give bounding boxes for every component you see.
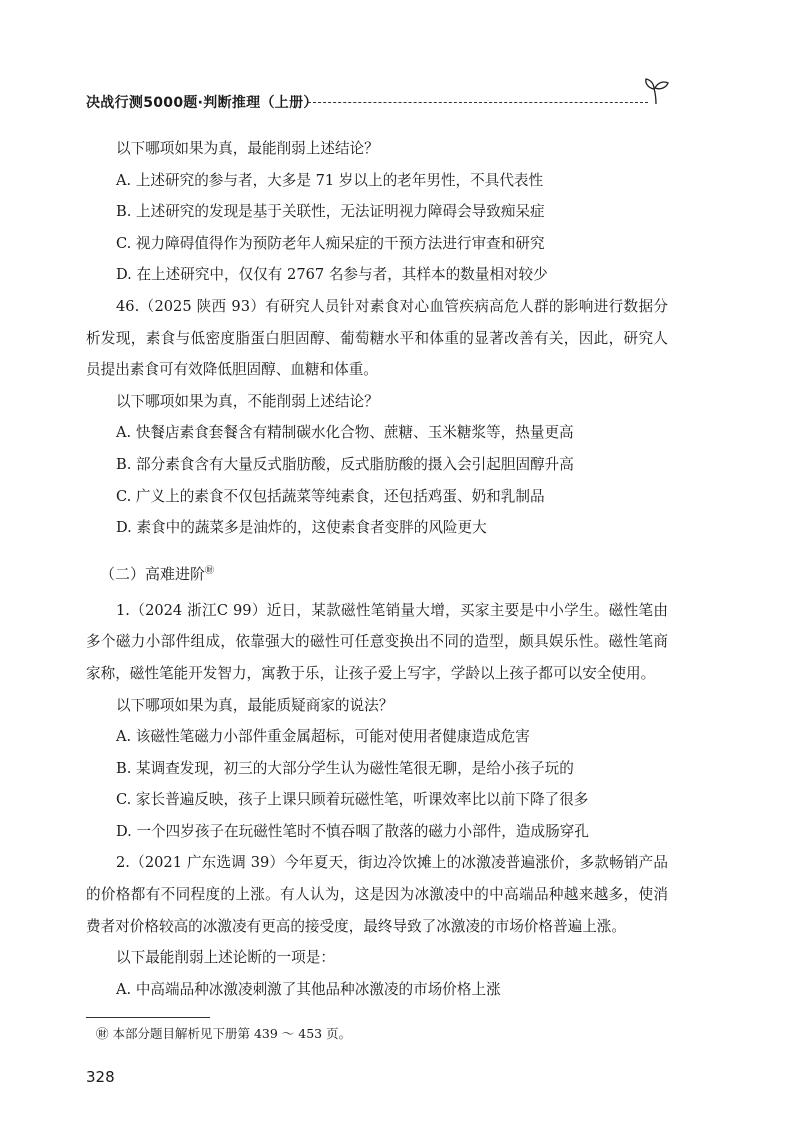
q45-option-b: B. 上述研究的发现是基于关联性，无法证明视力障碍会导致痴呆症 (116, 203, 545, 221)
q1-text: 1.（2024 浙江C 99）近日，某款磁性笔销量大增，买家主要是中小学生。磁性笔由多个磁力小部件组成，依靠强大的磁性可任意变换出不同的造型，颇具娱乐性。磁性笔商家称，磁性笔能开发智力，寓教于乐，让孩子爱上写字，学龄以上孩子都可以安全使用。 (86, 601, 668, 682)
q46-option-b: B. 部分素食含有大量反式脂肪酸，反式脂肪酸的摄入会引起胆固醇升高 (116, 455, 574, 473)
q1-stem: 以下哪项如果为真，最能质疑商家的说法？ (116, 696, 394, 714)
q1-option-b: B. 某调查发现，初三的大部分学生认为磁性笔很无聊，是给小孩子玩的 (116, 759, 574, 777)
page-number: 328 (86, 1068, 115, 1086)
q2-text: 2.（2021 广东选调 39）今年夏天，街边冷饮摊上的冰激凌普遍涨价，多款畅销产品的价格都有不同程度的上涨。有人认为，这是因为冰激凌中的中高端品种越来越多，使消费者对价格较高的冰激凌有更高的接受度，最终导致了冰激凌的市场价格普遍上涨。 (86, 854, 668, 935)
q45-stem: 以下哪项如果为真，最能削弱上述结论？ (116, 140, 379, 157)
q46-text: 46.（2025 陕西 93）有研究人员针对素食对心血管疾病高危人群的影响进行数据分析发现，素食与低密度脂蛋白胆固醇、葡萄糖水平和体重的显著改善有关，因此，研究人员提出素食可有效降低胆固醇、血糖和体重。 (86, 297, 668, 379)
section-mark: ㊖ (205, 565, 215, 576)
footnote-rule (86, 1017, 210, 1018)
q2-option-a: A. 中高端品种冰激凌刺激了其他品种冰激凌的市场价格上涨 (116, 980, 501, 998)
page-content (86, 133, 668, 1005)
running-header (86, 90, 666, 114)
q46-option-a: A. 快餐店素食套餐含有精制碳水化合物、蔗糖、玉米糖浆等，热量更高 (116, 424, 574, 442)
footnote-text: 本部分题目解析见下册第 439 ～ 453 页。 (112, 1026, 352, 1041)
sprout-icon (642, 76, 672, 106)
q45-option-d: D. 在上述研究中，仅仅有 2767 名参与者，其样本的数量相对较少 (116, 266, 548, 284)
section-title: （二）高难进阶 (100, 564, 206, 583)
q45-option-a: A. 上述研究的参与者，大多是 71 岁以上的老年男性，不具代表性 (116, 171, 544, 189)
header-rule (308, 102, 648, 103)
section-heading (100, 556, 668, 589)
footnote (96, 1024, 351, 1042)
q46-option-c: C. 广义上的素食不仅包括蔬菜等纯素食，还包括鸡蛋、奶和乳制品 (116, 487, 545, 505)
q46-stem: 以下哪项如果为真，不能削弱上述结论？ (116, 392, 379, 410)
q2-stem: 以下最能削弱上述论断的一项是： (116, 949, 335, 967)
q1-option-c: C. 家长普遍反映，孩子上课只顾着玩磁性笔，听课效率比以前下降了很多 (116, 791, 589, 809)
q1-option-d: D. 一个四岁孩子在玩磁性笔时不慎吞咽了散落的磁力小部件，造成肠穿孔 (116, 822, 589, 840)
q1-option-a: A. 该磁性笔磁力小部件重金属超标，可能对使用者健康造成危害 (116, 728, 530, 746)
header-title: 决战行测5000题·判断推理（上册） (86, 95, 318, 111)
footnote-mark: ㊖ (96, 1026, 109, 1041)
q45-option-c: C. 视力障碍值得作为预防老年人痴呆症的干预方法进行审查和研究 (116, 234, 545, 252)
q46-option-d: D. 素食中的蔬菜多是油炸的，这使素食者变胖的风险更大 (116, 519, 487, 537)
